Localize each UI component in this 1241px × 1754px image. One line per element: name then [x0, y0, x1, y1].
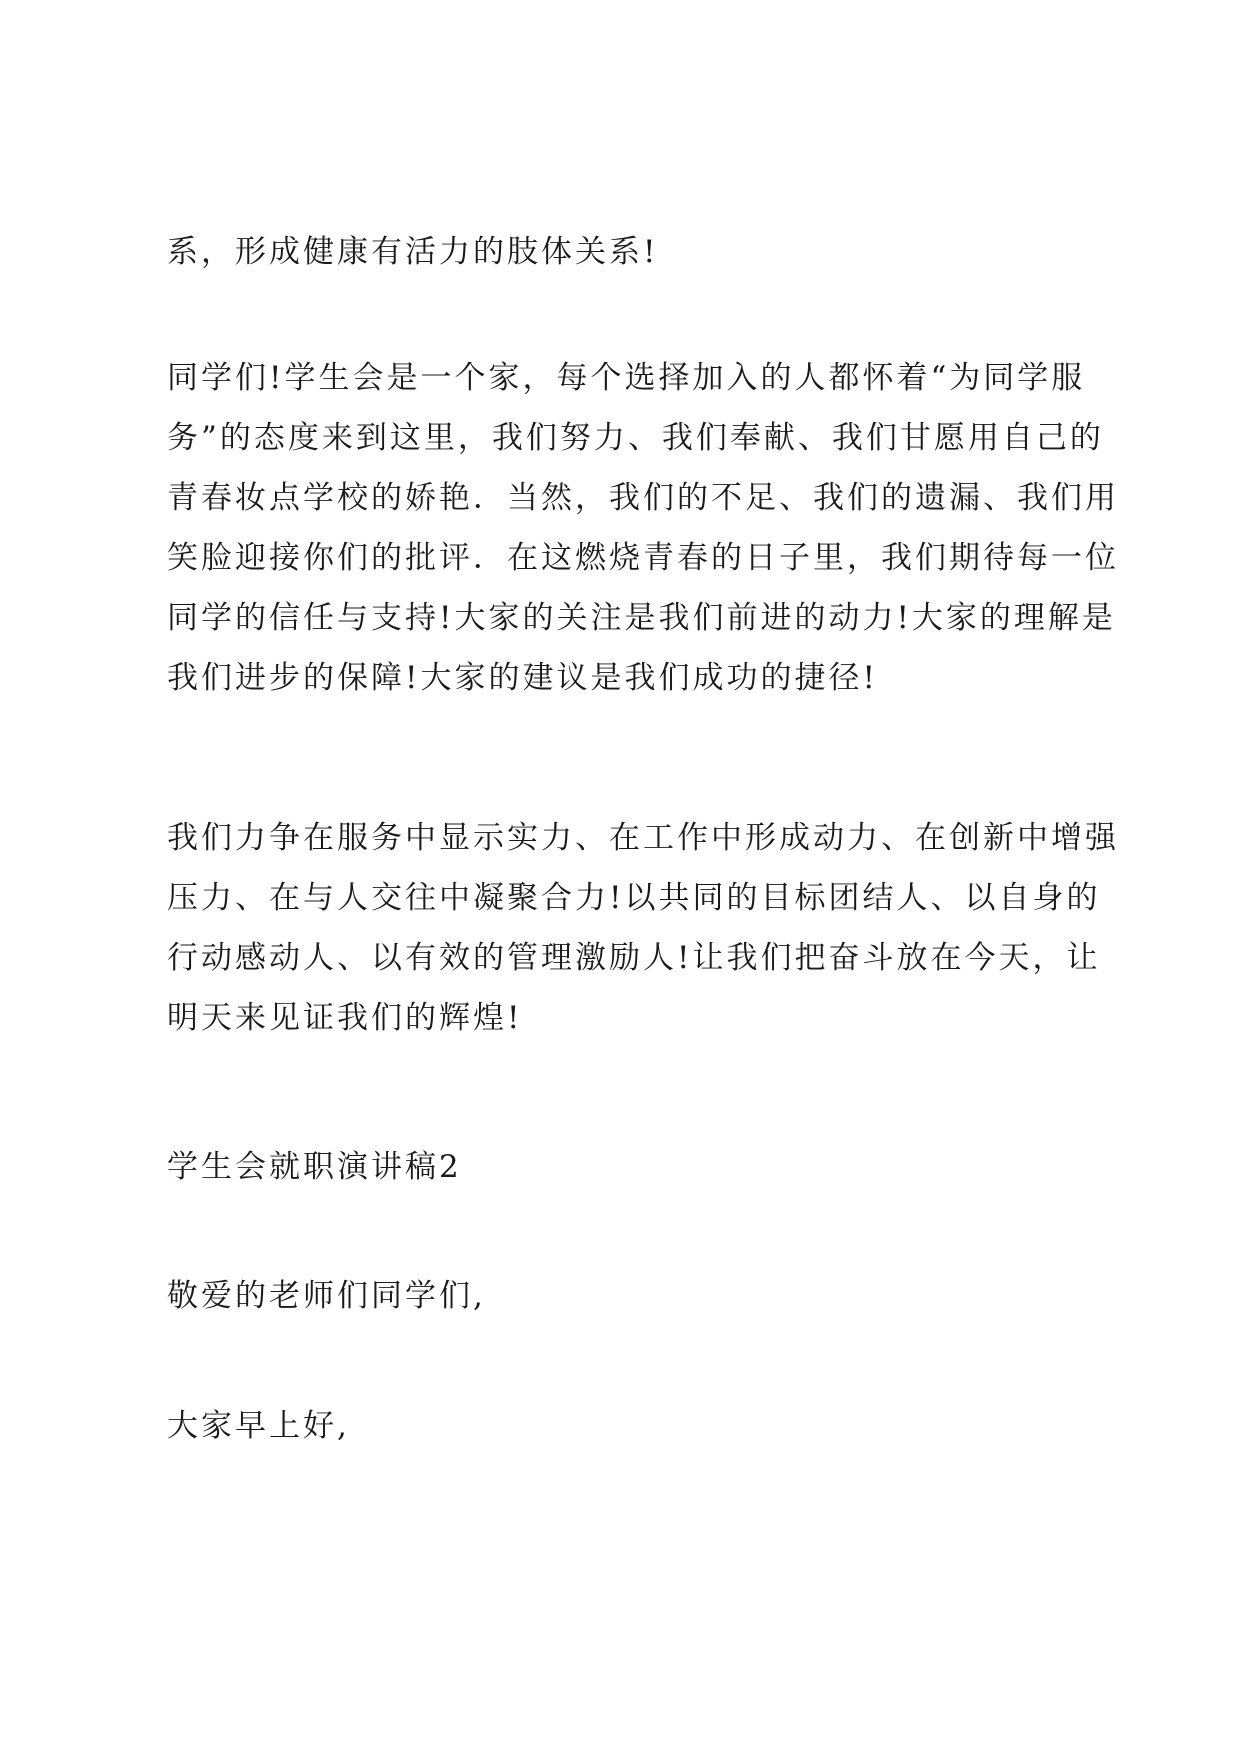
text-line: 青春妆点学校的娇艳．当然，我们的不足、我们的遗漏、我们用 — [167, 480, 1119, 516]
paragraph-greeting — [167, 1396, 1097, 1456]
paragraph-student-union-family — [167, 348, 1119, 708]
text-line: 大家早上好, — [167, 1408, 350, 1444]
paragraph-salutation — [167, 1266, 1097, 1326]
text-line: 系，形成健康有活力的肢体关系! — [167, 234, 659, 270]
paragraph-commitment — [167, 808, 1119, 1048]
text-line: 明天来见证我们的辉煌! — [167, 1000, 523, 1036]
text-line: 压力、在与人交往中凝聚合力!以共同的目标团结人、以自身的 — [167, 880, 1101, 916]
text-line: 行动感动人、以有效的管理激励人!让我们把奋斗放在今天，让 — [167, 940, 1101, 976]
heading-text: 学生会就职演讲稿2 — [167, 1149, 462, 1185]
section-heading — [167, 1137, 1097, 1197]
text-line: 同学们!学生会是一个家，每个选择加入的人都怀着“为同学服 — [167, 360, 1086, 396]
text-line: 我们力争在服务中显示实力、在工作中形成动力、在创新中增强 — [167, 820, 1119, 856]
text-line: 我们进步的保障!大家的建议是我们成功的捷径! — [167, 660, 878, 696]
text-line: 同学的信任与支持!大家的关注是我们前进的动力!大家的理解是 — [167, 600, 1116, 636]
paragraph-closing-line — [167, 222, 1097, 282]
text-line: 笑脸迎接你们的批评．在这燃烧青春的日子里，我们期待每一位 — [167, 540, 1119, 576]
text-line: 敬爱的老师们同学们, — [167, 1278, 486, 1314]
text-line: 务”的态度来到这里，我们努力、我们奉献、我们甘愿用自己的 — [167, 420, 1104, 456]
